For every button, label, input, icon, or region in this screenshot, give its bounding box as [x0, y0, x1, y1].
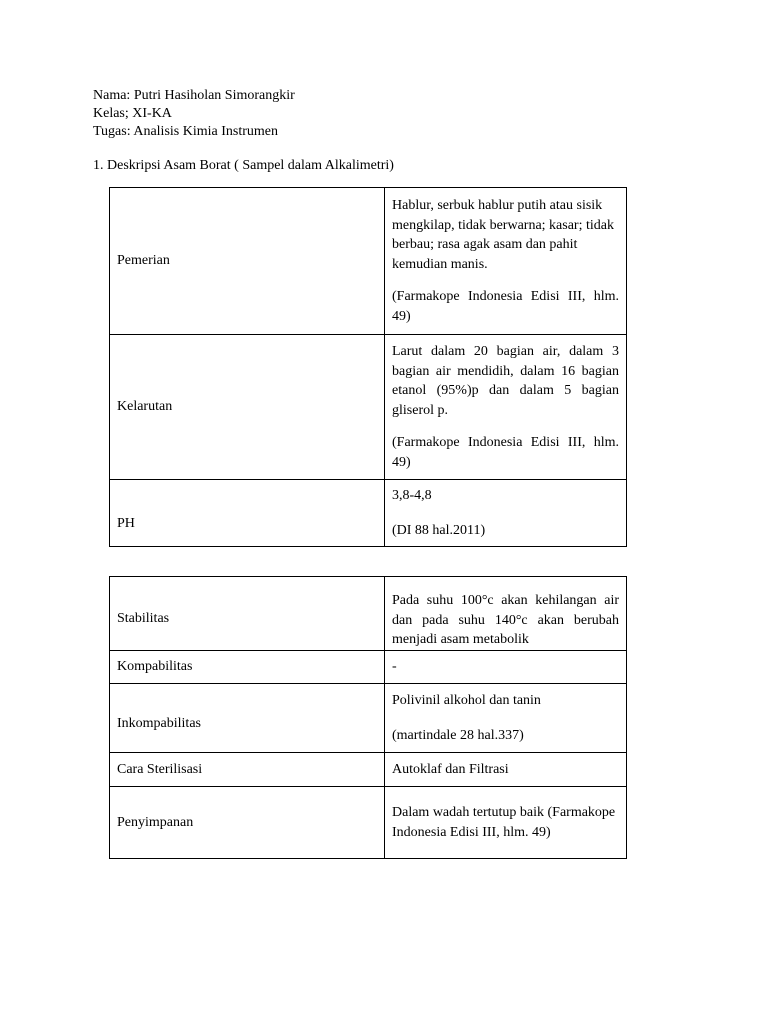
pemerian-text: Hablur, serbuk hablur putih atau sisik mengkilap, tidak berwarna; kasar; tidak berbau; rasa agak asam dan pahit kemudian manis. — [392, 198, 614, 272]
row-value-penyimpanan — [385, 787, 627, 859]
row-value-ph — [385, 480, 627, 547]
table-row — [110, 753, 627, 787]
stabilitas-text: Pada suhu 100°c akan kehilangan air dan pada suhu 140°c akan berubah menjadi asam metabolik — [392, 593, 619, 648]
ph-reference: (DI 88 hal.2011) — [392, 522, 486, 538]
row-value-kelarutan — [385, 335, 627, 480]
row-label-cara-sterilisasi: Cara Sterilisasi — [110, 753, 385, 787]
row-label-kompabilitas: Kompabilitas — [110, 651, 385, 684]
inkompabilitas-text: Polivinil alkohol dan tanin — [392, 693, 541, 708]
section-title: 1. Deskripsi Asam Borat ( Sampel dalam Alkalimetri) — [93, 158, 394, 173]
student-name: Nama: Putri Hasiholan Simorangkir — [93, 88, 295, 103]
row-label-penyimpanan: Penyimpanan — [110, 787, 385, 859]
ph-text: 3,8-4,8 — [392, 488, 432, 503]
table-row — [110, 651, 627, 684]
penyimpanan-text: Dalam wadah tertutup baik (Farmakope Indonesia Edisi III, hlm. 49) — [392, 805, 616, 840]
table-row — [110, 577, 627, 651]
inkompabilitas-reference: (martindale 28 hal.337) — [392, 727, 524, 743]
row-label-kelarutan: Kelarutan — [110, 335, 385, 480]
kelarutan-text: Larut dalam 20 bagian air, dalam 3 bagian air mendidih, dalam 16 bagian etanol (95%)p dan dalam 5 bagian gliserol p. — [392, 344, 619, 418]
row-value-inkompabilitas — [385, 684, 627, 753]
table-row — [110, 335, 627, 480]
row-value-kompabilitas — [385, 651, 627, 684]
row-label-inkompabilitas: Inkompabilitas — [110, 684, 385, 753]
row-label-ph: PH — [110, 480, 385, 547]
table-row — [110, 684, 627, 753]
row-value-pemerian — [385, 188, 627, 335]
table-row — [110, 787, 627, 859]
row-label-stabilitas: Stabilitas — [110, 577, 385, 651]
table-row — [110, 188, 627, 335]
student-class: Kelas; XI-KA — [93, 106, 172, 121]
description-table-2 — [109, 576, 627, 859]
row-value-stabilitas — [385, 577, 627, 651]
description-table-1 — [109, 187, 627, 547]
kompabilitas-text: - — [392, 659, 397, 675]
table-row — [110, 480, 627, 547]
pemerian-reference: (Farmakope Indonesia Edisi III, hlm. 49) — [392, 289, 619, 324]
row-label-pemerian: Pemerian — [110, 188, 385, 335]
row-value-cara-sterilisasi — [385, 753, 627, 787]
assignment-title: Tugas: Analisis Kimia Instrumen — [93, 124, 278, 139]
cara-sterilisasi-text: Autoklaf dan Filtrasi — [392, 761, 509, 777]
kelarutan-reference: (Farmakope Indonesia Edisi III, hlm. 49) — [392, 435, 619, 470]
